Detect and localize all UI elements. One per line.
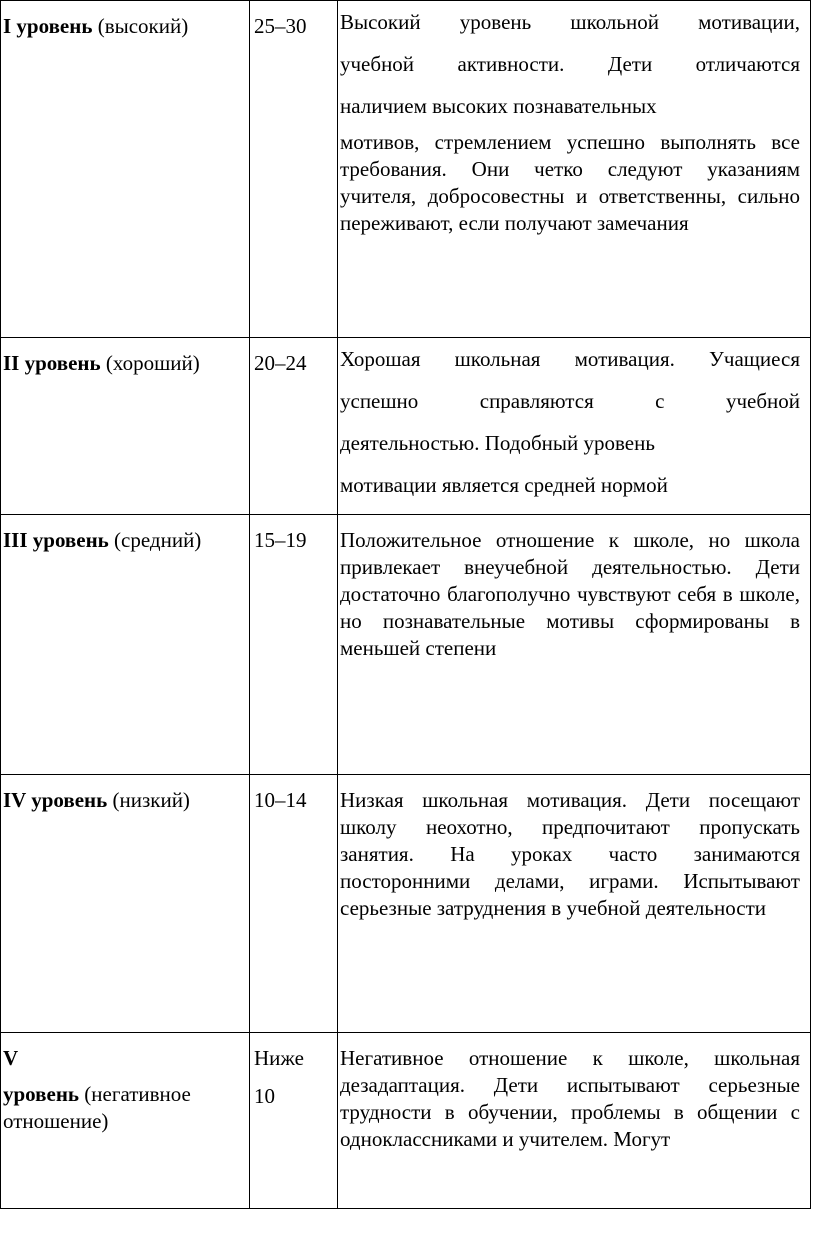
level-name: IV уровень [3, 788, 108, 812]
description-cell [338, 1033, 811, 1209]
table-row [1, 515, 811, 775]
description-line: мотивации является средней нормой [340, 473, 668, 497]
description-line: деятельностью. Подобный уровень [340, 431, 655, 455]
level-name: II уровень [3, 351, 101, 375]
level-cell [1, 775, 250, 1033]
level-cell [1, 1, 250, 338]
description-line: успешно справляются с учебной [340, 389, 800, 413]
description-cell [338, 775, 811, 1033]
level-name: уровень [3, 1082, 80, 1106]
level-qualifier: (хороший) [100, 351, 200, 375]
score-range: 10 [254, 1084, 275, 1108]
level-name: I уровень [3, 14, 93, 38]
level-cell [1, 515, 250, 775]
level-qualifier: (негативное отношение) [3, 1082, 191, 1133]
level-name: III уровень [3, 528, 109, 552]
score-range: 25–30 [254, 14, 307, 38]
score-cell [250, 1, 338, 338]
level-cell [1, 1033, 250, 1209]
level-qualifier: (высокий) [92, 14, 189, 38]
table-row [1, 1033, 811, 1209]
table-row [1, 1, 811, 338]
table-row [1, 775, 811, 1033]
score-cell [250, 515, 338, 775]
score-range: 10–14 [254, 788, 307, 812]
description-line: наличием высоких познавательных [340, 94, 657, 118]
level-name: V [3, 1046, 19, 1070]
description-line: учебной активности. Дети отличаются [340, 52, 800, 76]
description-text: Негативное отношение к школе, школьная дезадаптация. Дети испытывают серьезные трудности в обучении, проблемы в общении с одноклассниками и учителем. Могут [340, 1046, 800, 1151]
score-cell [250, 775, 338, 1033]
description-cell [338, 1, 811, 338]
description-line: Высокий уровень школьной мотивации, [340, 10, 800, 34]
description-cell [338, 338, 811, 515]
description-cell [338, 515, 811, 775]
table-row [1, 338, 811, 515]
description-text: мотивов, стремлением успешно выполнять все требования. Они четко следуют указаниям учителя, добросовестны и ответственны, сильно переживают, если получают замечания [340, 130, 800, 235]
description-text: Положительное отношение к школе, но школа привлекает внеучебной деятельностью. Дети достаточно благополучно чувствуют себя в школе, но познавательные мотивы сформированы в меньшей степени [340, 528, 800, 660]
score-range: 15–19 [254, 528, 307, 552]
description-text: Низкая школьная мотивация. Дети посещают школу неохотно, предпочитают пропускать занятия. На уроках часто занимаются посторонними делами, играми. Испытывают серьезные затруднения в учебной деятельности [340, 788, 800, 920]
description-line: Хорошая школьная мотивация. Учащиеся [340, 347, 800, 371]
level-qualifier: (низкий) [107, 788, 190, 812]
score-cell [250, 338, 338, 515]
score-range: Ниже [254, 1046, 304, 1070]
score-range: 20–24 [254, 351, 307, 375]
level-qualifier: (средний) [108, 528, 202, 552]
score-cell [250, 1033, 338, 1209]
level-cell [1, 338, 250, 515]
